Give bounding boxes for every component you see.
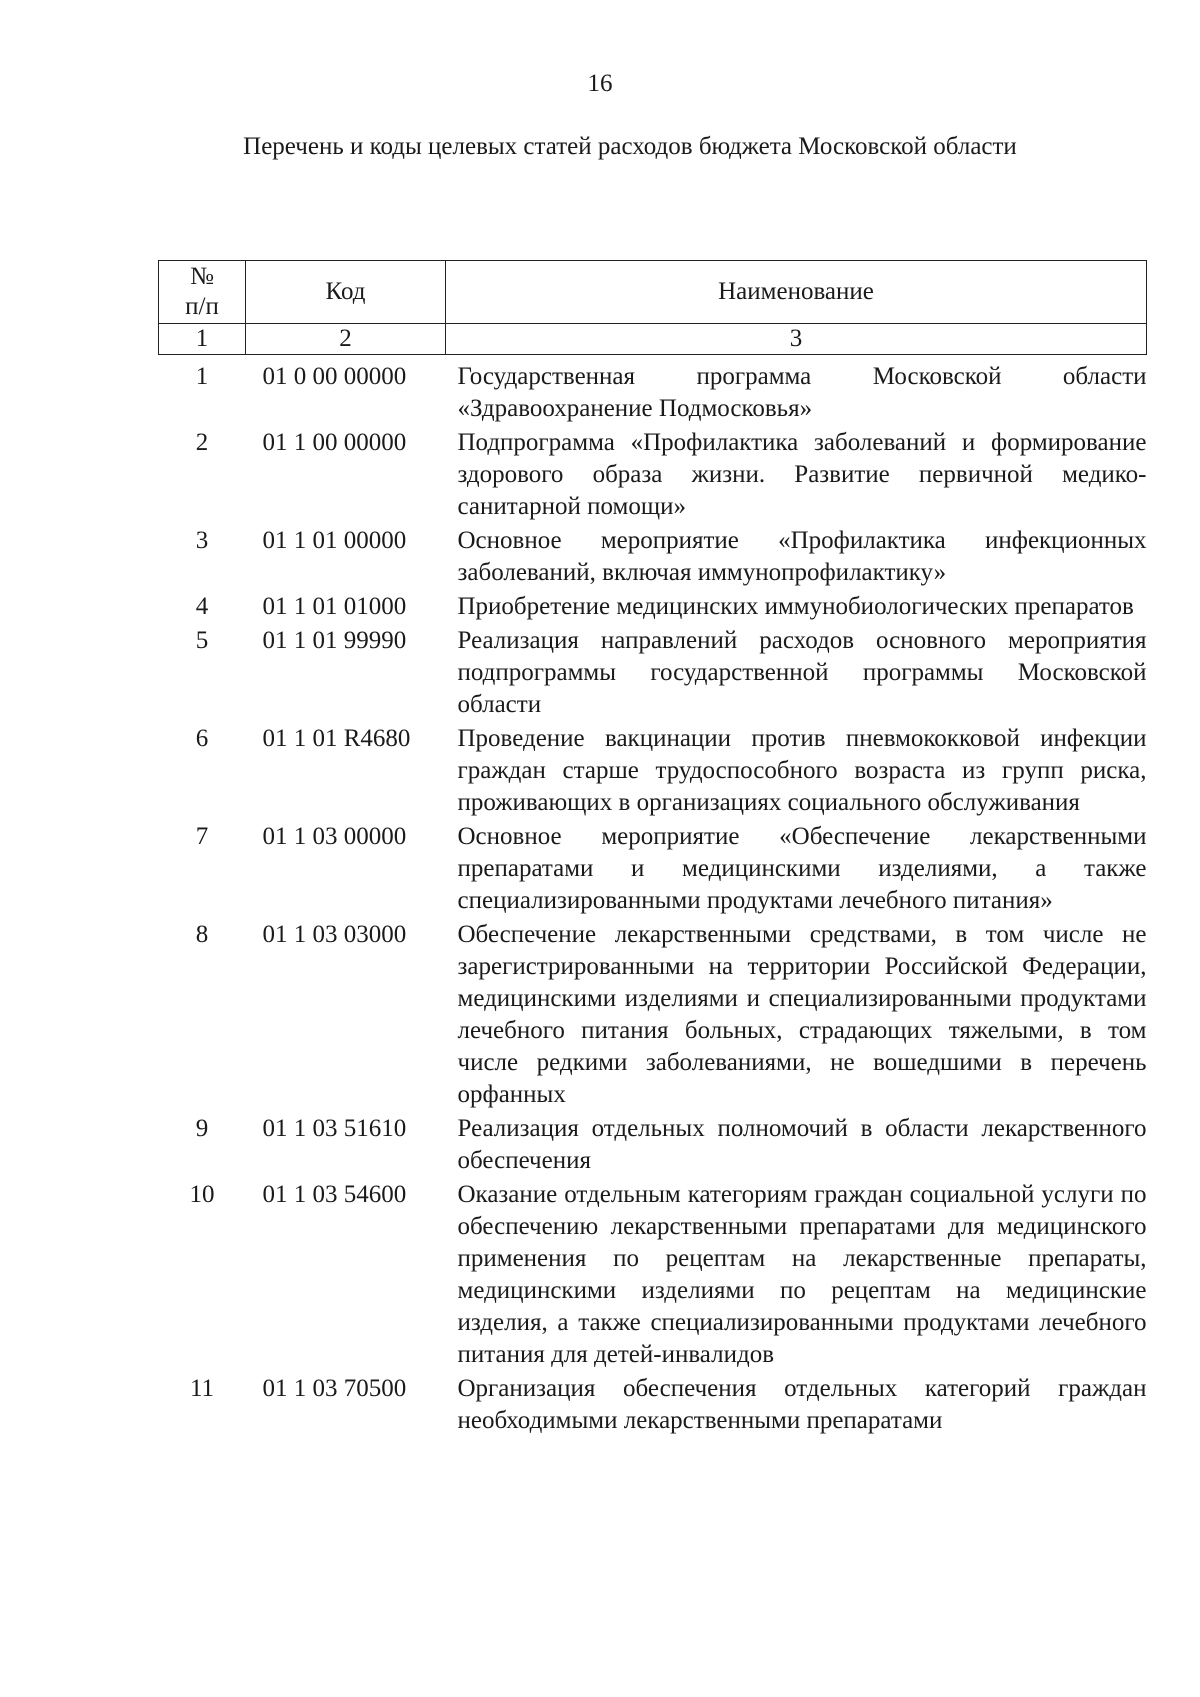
row-code: 01 1 03 70500 bbox=[262, 1375, 407, 1402]
row-name: Организация обеспечения отдельных категорий граждан необходимыми лекарственными препаратами bbox=[457, 1375, 1147, 1434]
table-row bbox=[159, 1111, 1147, 1177]
row-name: Государственная программа Московской области «Здравоохранение Подмосковья» bbox=[457, 363, 1147, 422]
row-code: 01 1 01 00000 bbox=[262, 527, 407, 554]
target-articles-table bbox=[158, 260, 1147, 1437]
row-name: Основное мероприятие «Профилактика инфекционных заболеваний, включая иммунопрофилактику» bbox=[457, 527, 1147, 586]
header-code: Код bbox=[246, 261, 446, 324]
row-number: 4 bbox=[195, 593, 209, 620]
row-number: 9 bbox=[195, 1115, 209, 1142]
row-name: Подпрограмма «Профилактика заболеваний и формирование здорового образа жизни. Развитие первичной медико-санитарной помощи» bbox=[457, 429, 1147, 520]
table-row bbox=[159, 623, 1147, 721]
row-number: 7 bbox=[195, 823, 209, 850]
column-index: 1 bbox=[159, 324, 246, 355]
row-number: 6 bbox=[195, 725, 209, 752]
table-row bbox=[159, 425, 1147, 523]
column-index: 3 bbox=[446, 324, 1147, 355]
column-index: 2 bbox=[246, 324, 446, 355]
row-name: Приобретение медицинских иммунобиологических препаратов bbox=[457, 593, 1134, 620]
row-number: 5 bbox=[195, 627, 209, 654]
row-number: 1 bbox=[195, 363, 209, 390]
row-number: 2 bbox=[195, 429, 209, 456]
row-code: 01 1 01 01000 bbox=[262, 593, 407, 620]
table-row bbox=[159, 917, 1147, 1111]
table-row bbox=[159, 589, 1147, 623]
row-name: Реализация отдельных полномочий в области лекарственного обеспечения bbox=[457, 1115, 1147, 1174]
row-number: 3 bbox=[195, 527, 209, 554]
table-row bbox=[159, 819, 1147, 917]
header-number-abbrev: п/п bbox=[185, 293, 219, 320]
row-name: Реализация направлений расходов основного мероприятия подпрограммы государственной программы Московской области bbox=[457, 627, 1147, 718]
header-name: Наименование bbox=[446, 261, 1147, 324]
row-code: 01 1 03 00000 bbox=[262, 823, 407, 850]
column-index-row bbox=[159, 324, 1147, 355]
row-name: Обеспечение лекарственными средствами, в том числе не зарегистрированными на территории Российской Федерации, медицинскими изделиями и специализированными продуктами лечебного питания больных, страдающих тяжелыми, в том числе редкими заболеваниями, не вошедшими в перечень орфанных bbox=[457, 921, 1147, 1108]
row-code: 01 1 03 51610 bbox=[262, 1115, 407, 1142]
row-number: 11 bbox=[189, 1375, 215, 1402]
table-row bbox=[159, 1177, 1147, 1371]
row-number: 10 bbox=[189, 1181, 215, 1208]
row-code: 01 1 01 99990 bbox=[262, 627, 407, 654]
row-name: Проведение вакцинации против пневмококковой инфекции граждан старше трудоспособного возраста из групп риска, проживающих в организациях социального обслуживания bbox=[457, 725, 1147, 816]
header-number bbox=[159, 261, 246, 324]
row-code: 01 1 00 00000 bbox=[262, 429, 407, 456]
header-number-sign: № bbox=[190, 263, 214, 290]
row-code: 01 1 01 R4680 bbox=[262, 725, 411, 752]
table-row bbox=[159, 721, 1147, 819]
row-code: 01 0 00 00000 bbox=[262, 363, 407, 390]
page-number: 16 bbox=[587, 70, 613, 97]
header-row bbox=[159, 261, 1147, 324]
document-title: Перечень и коды целевых статей расходов бюджета Московской области bbox=[243, 133, 1017, 160]
row-number: 8 bbox=[195, 921, 209, 948]
row-name: Основное мероприятие «Обеспечение лекарственными препаратами и медицинскими изделиями, а также специализированными продуктами лечебного питания» bbox=[457, 823, 1147, 914]
row-code: 01 1 03 54600 bbox=[262, 1181, 407, 1208]
row-code: 01 1 03 03000 bbox=[262, 921, 407, 948]
table-row bbox=[159, 355, 1147, 426]
table-row bbox=[159, 523, 1147, 589]
table-row bbox=[159, 1371, 1147, 1437]
row-name: Оказание отдельным категориям граждан социальной услуги по обеспечению лекарственными препаратами для медицинского применения по рецептам на лекарственные препараты, медицинскими изделиями по рецептам на медицинские изделия, а также специализированными продуктами лечебного питания для детей-инвалидов bbox=[457, 1181, 1147, 1368]
